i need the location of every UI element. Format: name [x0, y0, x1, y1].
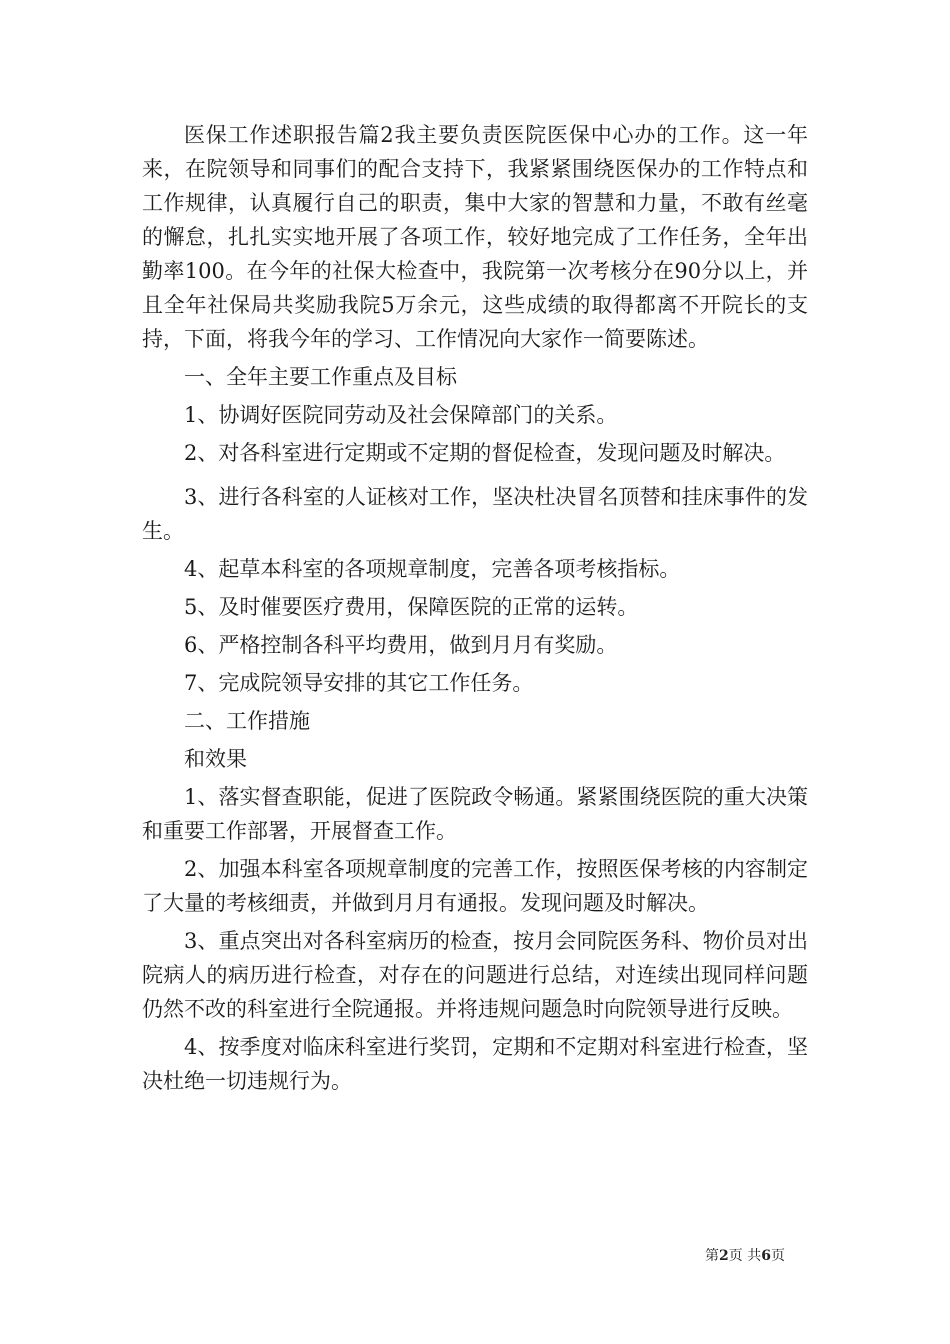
footer-prefix: 第 [705, 1248, 719, 1264]
footer-total-pages: 6 [761, 1248, 771, 1264]
goal-item-3: 3、进行各科室的人证核对工作，坚决杜决冒名顶替和挂床事件的发生。 [142, 485, 808, 543]
footer-current-page: 2 [719, 1248, 729, 1264]
document-body [142, 118, 808, 1098]
footer-suffix: 页 [770, 1248, 785, 1264]
footer-middle: 页 共 [728, 1248, 762, 1264]
goal-item-6: 6、严格控制各科平均费用，做到月月有奖励。 [184, 633, 618, 657]
measure-item-1: 1、落实督查职能，促进了医院政令畅通。紧紧围绕医院的重大决策和重要工作部署，开展督查工作。 [142, 785, 808, 843]
goal-item-5: 5、及时催要医疗费用，保障医院的正常的运转。 [184, 595, 639, 619]
section-heading-goals: 一、全年主要工作重点及目标 [184, 365, 457, 389]
page-footer [705, 1247, 785, 1265]
goal-item-7: 7、完成院领导安排的其它工作任务。 [184, 671, 534, 695]
intro-paragraph: 医保工作述职报告篇2我主要负责医院医保中心办的工作。这一年来，在院领导和同事们的配合支持下，我紧紧围绕医保办的工作特点和工作规律，认真履行自己的职责，集中大家的智慧和力量，不敢有丝毫的懈怠，扎扎实实地开展了各项工作，较好地完成了工作任务，全年出勤率100。在今年的社保大检查中，我院第一次考核分在90分以上，并且全年社保局共奖励我院5万余元，这些成绩的取得都离不开院长的支持，下面，将我今年的学习、工作情况向大家作一简要陈述。 [142, 123, 808, 351]
measure-item-3: 3、重点突出对各科室病历的检查，按月会同院医务科、物价员对出院病人的病历进行检查，对存在的问题进行总结，对连续出现同样问题仍然不改的科室进行全院通报。并将违规问题急时向院领导进行反映。 [142, 929, 808, 1021]
section-heading-measures-continued: 和效果 [184, 747, 247, 771]
measure-item-4: 4、按季度对临床科室进行奖罚，定期和不定期对科室进行检查，坚决杜绝一切违规行为。 [142, 1035, 808, 1093]
section-heading-measures: 二、工作措施 [184, 709, 310, 733]
goal-item-4: 4、起草本科室的各项规章制度，完善各项考核指标。 [184, 557, 681, 581]
measure-item-2: 2、加强本科室各项规章制度的完善工作，按照医保考核的内容制定了大量的考核细责，并做到月月有通报。发现问题及时解决。 [142, 857, 808, 915]
goal-item-1: 1、协调好医院同劳动及社会保障部门的关系。 [184, 403, 618, 427]
goal-item-2: 2、对各科室进行定期或不定期的督促检查，发现问题及时解决。 [184, 441, 786, 465]
